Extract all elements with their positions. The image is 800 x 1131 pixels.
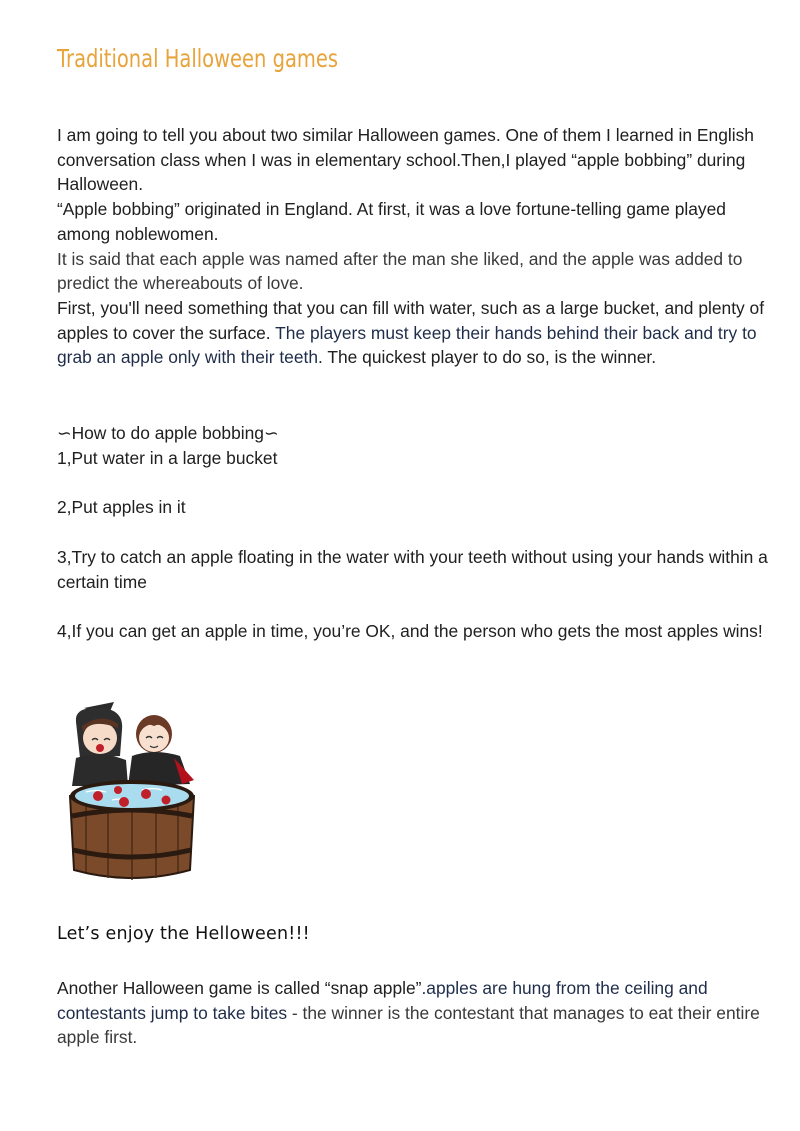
intro-section [57,123,777,370]
barrel [70,780,194,880]
snap-apple-paragraph [57,976,777,1050]
document-title: Traditional Halloween games [57,44,339,73]
intro-p4-part-c: . The quickest player to do so, is the winner. [318,347,657,368]
intro-p4-part-a: First, you'll need something that you can fill with water, such as a large bucket, and plenty of apples to cover the surface. [57,297,765,343]
howto-heading: ∽How to do apple bobbing∽ [57,423,279,443]
howto-step-3: 3,Try to catch an apple floating in the water with your teeth without using your hands within a certain time [57,547,768,592]
howto-step-1: 1,Put water in a large bucket [57,448,278,468]
snap-part-c: - the winner is the contestant that manages to eat their entire apple first. [57,1002,760,1048]
witch-character [72,702,128,786]
snap-part-b: .apples are hung from the ceiling and contestants jump to take bites [57,978,708,1023]
snap-apple-text [57,976,777,1050]
enjoy-line: Let’s enjoy the Helloween!!! [57,924,310,944]
apple-bobbing-barrel-illustration [62,700,202,885]
intro-paragraph-3: It is said that each apple was named after the man she liked, and the apple was added to predict the whereabouts of love. [57,248,743,294]
snap-part-a: Another Halloween game is called “snap apple” [57,978,422,998]
intro-paragraph-4 [57,296,777,370]
vampire-character [128,715,194,786]
intro-paragraph-1: I am going to tell you about two similar Halloween games. One of them I learned in English conversation class when I was in elementary school.Then,I played “apple bobbing” during Halloween. [57,125,754,195]
howto-step-2: 2,Put apples in it [57,497,186,517]
intro-p4-part-b: The players must keep their hands behind their back and try to grab an apple only with their teeth [57,322,757,368]
intro-paragraph-2: “Apple bobbing” originated in England. At first, it was a love fortune-telling game played among noblewomen. [57,199,726,244]
howto-step-4: 4,If you can get an apple in time, you’re OK, and the person who gets the most apples wins! [57,621,763,641]
